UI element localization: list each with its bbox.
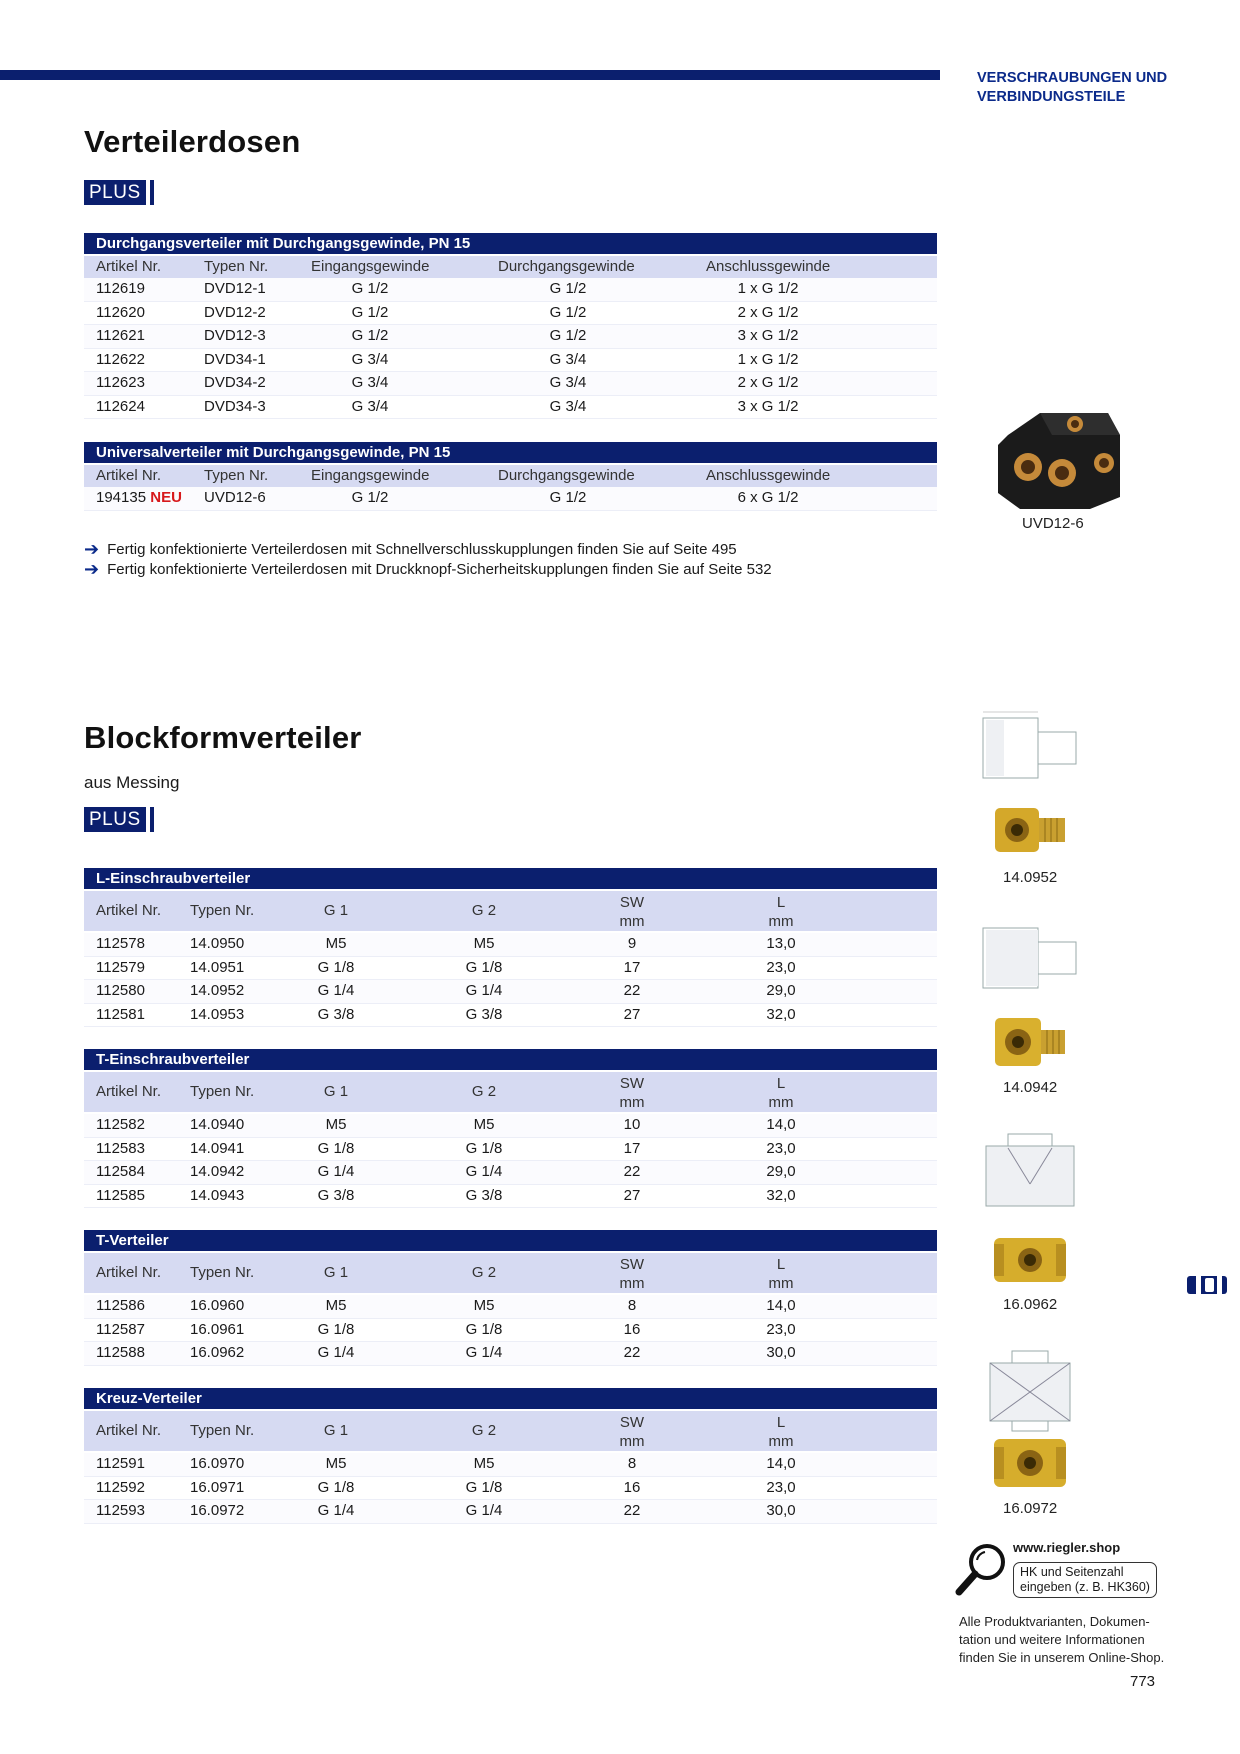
cell-typen: DVD12-2 <box>204 303 266 321</box>
product-image-14-0952 <box>990 800 1070 860</box>
cell-artikel: 112586 <box>96 1297 145 1314</box>
col-artikel: Artikel Nr. <box>96 467 162 484</box>
col-anschlussgewinde: Anschlussgewinde <box>706 258 831 275</box>
shop-url-link[interactable]: www.riegler.shop <box>1013 1540 1121 1555</box>
col-g2: G 2 <box>471 1083 497 1100</box>
col-artikel: Artikel Nr. <box>96 258 162 275</box>
cell-g2: G 1/4 <box>465 1163 503 1180</box>
shop-note-line: finden Sie in unserem Online-Shop. <box>959 1650 1165 1665</box>
col-typen: Typen Nr. <box>190 1422 255 1439</box>
magnifier-icon <box>953 1540 1011 1598</box>
col-sw <box>620 893 645 931</box>
cell-l: 29,0 <box>766 1163 796 1180</box>
plus-badge-label: PLUS <box>84 807 146 832</box>
section-title-blockformverteiler: Blockformverteiler <box>84 720 362 755</box>
cell-g2: G 3/8 <box>465 1186 503 1204</box>
category-label <box>977 69 1227 107</box>
table-row <box>84 1004 937 1028</box>
cell-artikel: 112584 <box>96 1163 145 1180</box>
table-blockformverteiler <box>84 868 937 1027</box>
cell-typen: DVD34-3 <box>204 397 266 415</box>
table-title: Kreuz-Verteiler <box>84 1388 937 1409</box>
cell-artikel: 112619 <box>96 280 145 297</box>
col-sw-label: SW <box>619 1075 645 1092</box>
table-column-header <box>84 1253 937 1293</box>
cell-durchgang: G 3/4 <box>549 374 587 391</box>
col-sw-label: SW <box>619 1256 645 1273</box>
table-row <box>84 349 937 373</box>
technical-drawing-t-einschraubverteiler <box>978 918 1083 993</box>
table-title: Durchgangsverteiler mit Durchgangsgewinde, PN 15 <box>84 233 937 254</box>
cell-l: 14,0 <box>766 1297 796 1314</box>
plus-badge-label: PLUS <box>84 180 146 205</box>
note-text: Fertig konfektionierte Verteilerdosen mit Schnellverschlusskupplungen finden Sie auf Seite 495 <box>107 541 737 558</box>
cell-typen: 14.0940 <box>190 1116 245 1133</box>
col-typen: Typen Nr. <box>190 1264 255 1281</box>
cell-durchgang: G 1/2 <box>549 489 587 506</box>
cell-anschluss: 6 x G 1/2 <box>737 489 799 506</box>
col-artikel: Artikel Nr. <box>96 902 162 919</box>
cell-artikel: 112622 <box>96 350 145 368</box>
col-artikel: Artikel Nr. <box>96 1422 162 1439</box>
cell-sw: 9 <box>627 935 637 952</box>
table-title: L-Einschraubverteiler <box>84 868 937 889</box>
table-column-header <box>84 465 937 487</box>
table-title: T-Verteiler <box>84 1230 937 1251</box>
cell-sw: 17 <box>623 958 641 976</box>
cell-sw: 16 <box>623 1320 641 1338</box>
cell-typen: UVD12-6 <box>204 489 266 506</box>
cell-l: 30,0 <box>766 1344 796 1361</box>
table-column-header <box>84 256 937 278</box>
cell-artikel: 112623 <box>96 374 145 391</box>
cell-l: 14,0 <box>766 1116 796 1133</box>
cell-g2: G 1/4 <box>465 1502 503 1519</box>
cell-sw: 27 <box>623 1005 641 1023</box>
plus-badge <box>84 180 154 205</box>
col-durchgangsgewinde: Durchgangsgewinde <box>498 258 635 275</box>
cell-durchgang: G 3/4 <box>549 350 587 368</box>
col-sw-label: SW <box>619 894 645 911</box>
cell-artikel: 112578 <box>96 935 145 952</box>
cell-g1: G 1/4 <box>317 1163 355 1180</box>
cell-artikel: 112587 <box>96 1320 145 1338</box>
table-row <box>84 372 937 396</box>
image-caption-14-0952: 14.0952 <box>1003 869 1058 886</box>
cell-typen: 16.0961 <box>190 1320 245 1338</box>
cell-eingang: G 3/4 <box>351 374 389 391</box>
note-item <box>84 539 737 560</box>
note-item <box>84 559 772 580</box>
table-column-header <box>84 1411 937 1451</box>
cell-eingang: G 1/2 <box>351 303 389 321</box>
table-row <box>84 1138 937 1162</box>
cell-g2: M5 <box>473 1116 495 1133</box>
cell-g2: G 1/8 <box>465 1139 503 1157</box>
cell-g2: G 1/8 <box>465 1478 503 1496</box>
cell-sw: 22 <box>623 1344 641 1361</box>
cell-anschluss: 3 x G 1/2 <box>737 397 799 415</box>
image-caption-14-0942: 14.0942 <box>1003 1079 1058 1096</box>
table-row <box>84 1500 937 1524</box>
col-sw <box>620 1255 645 1293</box>
table-row <box>84 980 937 1004</box>
cell-artikel: 112593 <box>96 1502 145 1519</box>
cell-durchgang: G 1/2 <box>549 280 587 297</box>
table-row <box>84 933 937 957</box>
col-sw-unit: mm <box>619 1275 645 1292</box>
cell-artikel: 112583 <box>96 1139 145 1157</box>
col-g2: G 2 <box>471 1264 497 1281</box>
cell-g1: M5 <box>325 1455 347 1472</box>
cell-artikel: 112580 <box>96 982 145 999</box>
cell-typen: 14.0952 <box>190 982 245 999</box>
col-g2: G 2 <box>471 1422 497 1439</box>
cell-l: 23,0 <box>766 958 796 976</box>
product-image-14-0942 <box>990 1012 1070 1072</box>
cell-l: 13,0 <box>766 935 796 952</box>
cell-l: 23,0 <box>766 1139 796 1157</box>
cell-typen: 14.0950 <box>190 935 245 952</box>
col-artikel: Artikel Nr. <box>96 1083 162 1100</box>
cell-g1: G 3/8 <box>317 1186 355 1204</box>
col-typen: Typen Nr. <box>204 467 269 484</box>
table-row <box>84 1161 937 1185</box>
cell-durchgang: G 1/2 <box>549 327 587 344</box>
cell-typen: 16.0962 <box>190 1344 245 1361</box>
cell-typen: 16.0960 <box>190 1297 245 1314</box>
table-row <box>84 487 937 511</box>
col-eingangsgewinde: Eingangsgewinde <box>311 467 430 484</box>
new-badge: NEU <box>150 489 182 506</box>
cell-sw: 22 <box>623 1502 641 1519</box>
col-typen: Typen Nr. <box>204 258 269 275</box>
table-row <box>84 957 937 981</box>
col-l-label: L <box>776 1414 786 1431</box>
shop-box-line: eingeben (z. B. HK360) <box>1020 1580 1150 1594</box>
cell-sw: 27 <box>623 1186 641 1204</box>
image-caption-16-0972: 16.0972 <box>1003 1500 1058 1517</box>
cell-l: 14,0 <box>766 1455 796 1472</box>
table-row <box>84 1319 937 1343</box>
category-line-1: VERSCHRAUBUNGEN UND <box>977 70 1168 86</box>
cell-artikel: 112591 <box>96 1455 145 1472</box>
cell-anschluss: 1 x G 1/2 <box>737 350 799 368</box>
col-durchgangsgewinde: Durchgangsgewinde <box>498 467 635 484</box>
technical-drawing-kreuz-verteiler <box>978 1345 1083 1435</box>
col-g2: G 2 <box>471 902 497 919</box>
cell-l: 30,0 <box>766 1502 796 1519</box>
cell-durchgang: G 1/2 <box>549 303 587 321</box>
cell-eingang: G 3/4 <box>351 397 389 415</box>
col-l-unit: mm <box>768 913 794 930</box>
cell-artikel: 112581 <box>96 1005 145 1023</box>
image-caption-16-0962: 16.0962 <box>1003 1296 1058 1313</box>
col-g1: G 1 <box>323 902 349 919</box>
cell-artikel: 112620 <box>96 303 145 321</box>
arrow-right-icon: ➔ <box>84 559 100 579</box>
page-number: 773 <box>1130 1673 1156 1690</box>
table-row <box>84 1342 937 1366</box>
table-blockformverteiler <box>84 1230 937 1366</box>
cell-g2: M5 <box>473 935 495 952</box>
plus-badge <box>84 807 154 832</box>
col-sw-unit: mm <box>619 1094 645 1111</box>
cell-g2: M5 <box>473 1297 495 1314</box>
cell-g2: G 1/8 <box>465 1320 503 1338</box>
cell-sw: 8 <box>627 1297 637 1314</box>
category-line-2: VERBINDUNGSTEILE <box>977 89 1126 105</box>
cell-typen: DVD34-1 <box>204 350 266 368</box>
cell-g2: G 3/8 <box>465 1005 503 1023</box>
col-g1: G 1 <box>323 1083 349 1100</box>
cell-g2: G 1/4 <box>465 982 503 999</box>
table-title: T-Einschraubverteiler <box>84 1049 937 1070</box>
product-image-16-0972 <box>990 1433 1070 1493</box>
cell-typen: 14.0943 <box>190 1186 245 1204</box>
col-typen: Typen Nr. <box>190 902 255 919</box>
table-durchgangsverteiler <box>84 233 937 419</box>
col-l <box>769 1074 794 1112</box>
cell-anschluss: 2 x G 1/2 <box>737 303 799 321</box>
table-row <box>84 1114 937 1138</box>
cell-anschluss: 1 x G 1/2 <box>737 280 799 297</box>
shop-note <box>959 1613 1199 1667</box>
table-row <box>84 1295 937 1319</box>
table-row <box>84 396 937 420</box>
cell-l: 23,0 <box>766 1320 796 1338</box>
shop-note-line: Alle Produktvarianten, Dokumen- <box>959 1614 1150 1629</box>
cell-typen: 16.0972 <box>190 1502 245 1519</box>
cell-typen: 16.0970 <box>190 1455 245 1472</box>
col-l <box>769 1255 794 1293</box>
cell-durchgang: G 3/4 <box>549 397 587 415</box>
cell-typen: DVD12-3 <box>204 327 266 344</box>
col-l-unit: mm <box>768 1275 794 1292</box>
cell-eingang: G 1/2 <box>351 280 389 297</box>
cell-typen: 14.0942 <box>190 1163 245 1180</box>
cell-g1: G 1/8 <box>317 1139 355 1157</box>
col-l-label: L <box>776 1256 786 1273</box>
col-anschlussgewinde: Anschlussgewinde <box>706 467 831 484</box>
table-title: Universalverteiler mit Durchgangsgewinde, PN 15 <box>84 442 937 463</box>
cell-g1: G 1/8 <box>317 958 355 976</box>
cell-typen: DVD12-1 <box>204 280 266 297</box>
cell-sw: 17 <box>623 1139 641 1157</box>
table-column-header <box>84 891 937 931</box>
cell-anschluss: 3 x G 1/2 <box>737 327 799 344</box>
cell-artikel: 112588 <box>96 1344 145 1361</box>
table-row <box>84 1477 937 1501</box>
col-sw-unit: mm <box>619 913 645 930</box>
top-header-bar <box>0 70 940 80</box>
cell-l: 32,0 <box>766 1005 796 1023</box>
cell-anschluss: 2 x G 1/2 <box>737 374 799 391</box>
cell-typen: 14.0953 <box>190 1005 245 1023</box>
cell-l: 23,0 <box>766 1478 796 1496</box>
cell-g1: M5 <box>325 1297 347 1314</box>
col-sw-label: SW <box>619 1414 645 1431</box>
cell-artikel: 112579 <box>96 958 145 976</box>
technical-drawing-l-verteiler <box>978 708 1083 783</box>
cell-eingang: G 1/2 <box>351 489 389 506</box>
col-sw-unit: mm <box>619 1433 645 1450</box>
cell-eingang: G 3/4 <box>351 350 389 368</box>
cell-artikel: 112585 <box>96 1186 145 1204</box>
section-subtitle: aus Messing <box>84 773 180 792</box>
table-column-header <box>84 1072 937 1112</box>
cell-typen: DVD34-2 <box>204 374 266 391</box>
fitting-category-icon <box>1185 1272 1229 1298</box>
cell-artikel: 112582 <box>96 1116 145 1133</box>
product-image-16-0962 <box>990 1230 1070 1290</box>
cell-g2: M5 <box>473 1455 495 1472</box>
col-typen: Typen Nr. <box>190 1083 255 1100</box>
cell-g2: G 1/4 <box>465 1344 503 1361</box>
technical-drawing-t-verteiler <box>978 1128 1083 1216</box>
shop-note-line: tation und weitere Informationen <box>959 1632 1145 1647</box>
cell-artikel: 112621 <box>96 327 145 344</box>
cell-sw: 22 <box>623 1163 641 1180</box>
table-row <box>84 1453 937 1477</box>
cell-eingang: G 1/2 <box>351 327 389 344</box>
cell-artikel: 112624 <box>96 397 145 415</box>
cell-typen: 16.0971 <box>190 1478 245 1496</box>
cell-artikel: 194135 NEU <box>96 489 182 506</box>
note-text: Fertig konfektionierte Verteilerdosen mit Druckknopf-Sicherheitskupplungen finden Sie auf Seite 532 <box>107 561 772 578</box>
table-row <box>84 278 937 302</box>
table-row <box>84 325 937 349</box>
cell-g1: G 1/4 <box>317 1344 355 1361</box>
image-caption-uvd12-6: UVD12-6 <box>1022 515 1084 532</box>
section-title-verteilerdosen: Verteilerdosen <box>84 124 301 159</box>
table-row <box>84 1185 937 1209</box>
product-image-uvd12-6 <box>990 405 1130 515</box>
shop-code-hint-box <box>1013 1562 1157 1598</box>
cell-g1: G 1/8 <box>317 1320 355 1338</box>
col-g1: G 1 <box>323 1264 349 1281</box>
cell-sw: 8 <box>627 1455 637 1472</box>
table-blockformverteiler <box>84 1049 937 1208</box>
cell-l: 29,0 <box>766 982 796 999</box>
cell-sw: 16 <box>623 1478 641 1496</box>
col-g1: G 1 <box>323 1422 349 1439</box>
col-artikel: Artikel Nr. <box>96 1264 162 1281</box>
cell-sw: 22 <box>623 982 641 999</box>
col-l-unit: mm <box>768 1094 794 1111</box>
col-l-label: L <box>776 1075 786 1092</box>
shop-box-line: HK und Seitenzahl <box>1020 1565 1124 1579</box>
cell-g1: G 3/8 <box>317 1005 355 1023</box>
arrow-right-icon: ➔ <box>84 539 100 559</box>
col-l-label: L <box>776 894 786 911</box>
table-universalverteiler <box>84 442 937 511</box>
cell-g1: G 1/4 <box>317 982 355 999</box>
cell-typen: 14.0951 <box>190 958 245 976</box>
cell-g2: G 1/8 <box>465 958 503 976</box>
col-eingangsgewinde: Eingangsgewinde <box>311 258 430 275</box>
col-l <box>769 1413 794 1451</box>
cell-l: 32,0 <box>766 1186 796 1204</box>
cell-g1: G 1/8 <box>317 1478 355 1496</box>
cell-g1: M5 <box>325 1116 347 1133</box>
table-blockformverteiler <box>84 1388 937 1524</box>
col-sw <box>620 1413 645 1451</box>
col-l <box>769 893 794 931</box>
cell-sw: 10 <box>623 1116 641 1133</box>
cell-g1: G 1/4 <box>317 1502 355 1519</box>
table-row <box>84 302 937 326</box>
col-sw <box>620 1074 645 1112</box>
cell-typen: 14.0941 <box>190 1139 245 1157</box>
cell-g1: M5 <box>325 935 347 952</box>
col-l-unit: mm <box>768 1433 794 1450</box>
cell-artikel: 112592 <box>96 1478 145 1496</box>
